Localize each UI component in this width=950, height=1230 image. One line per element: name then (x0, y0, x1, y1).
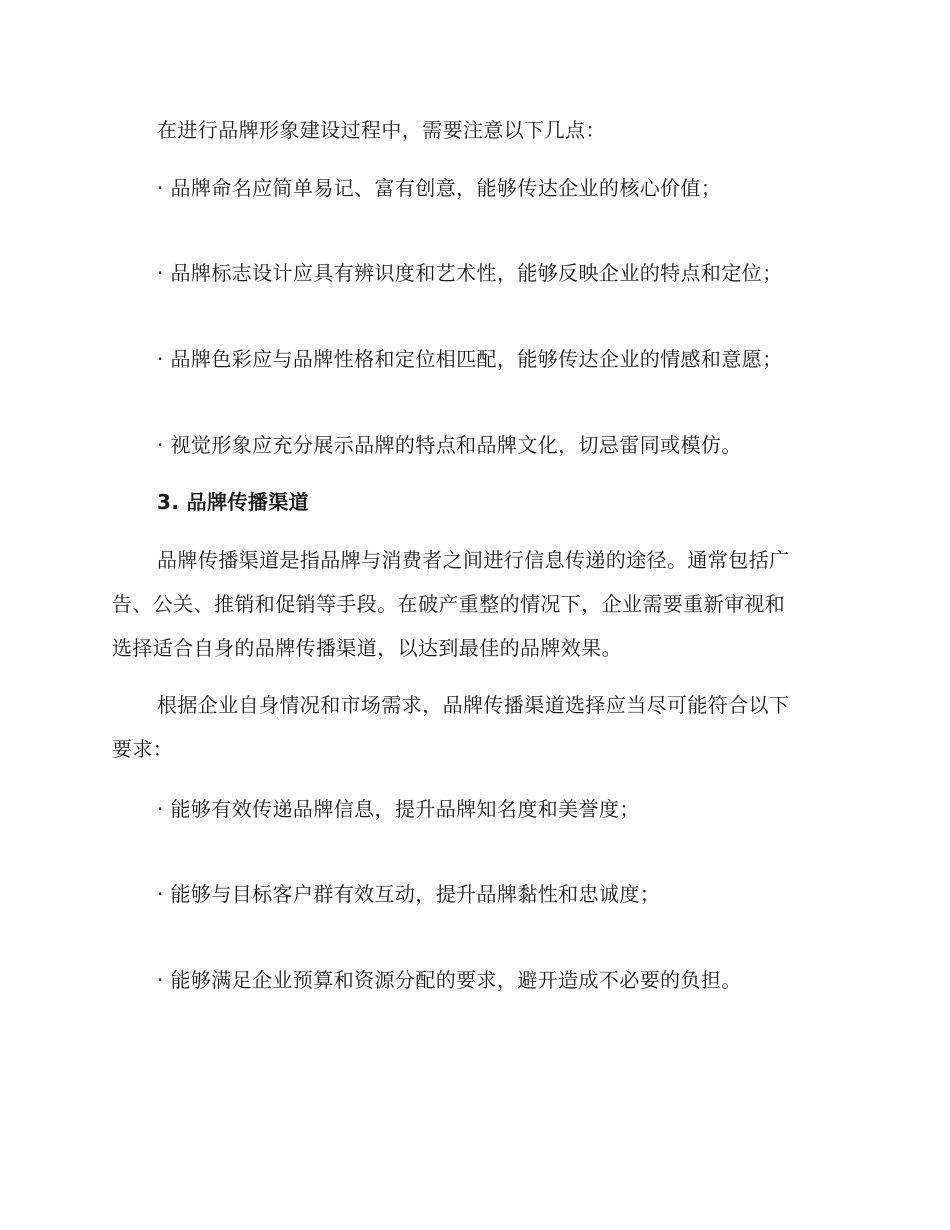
bullet-item-interaction: · 能够与目标客户群有效互动，提升品牌黏性和忠诚度； (157, 882, 661, 906)
paragraph-line: 品牌传播渠道是指品牌与消费者之间进行信息传递的途径。通常包括广 (157, 548, 790, 572)
bullet-item-budget: · 能够满足企业预算和资源分配的要求，避开造成不必要的负担。 (157, 968, 742, 992)
section-heading: 3. 品牌传播渠道 (157, 490, 310, 514)
bullet-item-message: · 能够有效传递品牌信息，提升品牌知名度和美誉度； (157, 797, 640, 821)
paragraph-line: 根据企业自身情况和市场需求，品牌传播渠道选择应当尽可能符合以下 (157, 693, 790, 717)
bullet-item-visual: · 视觉形象应充分展示品牌的特点和品牌文化，切忌雷同或模仿。 (157, 433, 742, 457)
bullet-item-naming: · 品牌命名应简单易记、富有创意，能够传达企业的核心价值； (157, 176, 722, 200)
paragraph-line: 告、公关、推销和促销等手段。在破产重整的情况下，企业需要重新审视和 (112, 592, 786, 616)
bullet-item-color: · 品牌色彩应与品牌性格和定位相匹配，能够传达企业的情感和意愿； (157, 347, 783, 371)
paragraph-line: 要求： (112, 737, 174, 761)
intro-paragraph: 在进行品牌形象建设过程中，需要注意以下几点： (157, 118, 606, 142)
paragraph-line: 选择适合自身的品牌传播渠道，以达到最佳的品牌效果。 (112, 636, 622, 660)
bullet-item-logo: · 品牌标志设计应具有辨识度和艺术性，能够反映企业的特点和定位； (157, 261, 783, 285)
